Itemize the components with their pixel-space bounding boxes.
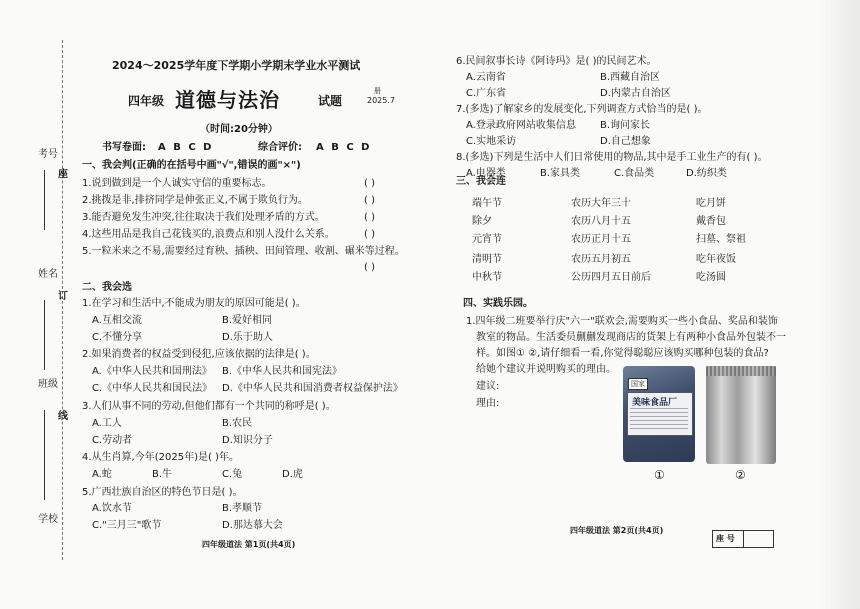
q8-option-b[interactable]: B.家具类 [540, 168, 581, 179]
image-number-2: ② [735, 468, 746, 482]
choice-q4: 4.从生肖算,今年(2025年)是( )年。 [82, 452, 239, 463]
writing-grades: A B C D [158, 142, 214, 153]
page-edge-shadow [818, 0, 860, 609]
q5-option-d[interactable]: D.那达慕大会 [222, 520, 283, 531]
grade-label: 四年级 [128, 94, 165, 108]
subject-title: 道德与法治 [175, 88, 280, 112]
q3-option-d[interactable]: D.知识分子 [222, 435, 273, 446]
title-suffix: 试题 [318, 94, 343, 108]
package-brand-text: 美味食品厂 [632, 398, 678, 408]
judge-bracket-4[interactable]: ( ) [364, 229, 375, 240]
q1-option-b[interactable]: B.爱好相同 [222, 315, 273, 326]
q8-option-a[interactable]: A.电器类 [466, 168, 506, 179]
q1-option-d[interactable]: D.乐于助人 [222, 332, 273, 343]
section2-heading: 二、我会选 [82, 282, 132, 293]
judge-item-4: 4.这些用品是我自己花钱买的,浪费点和别人没什么关系。 [82, 229, 335, 240]
seat-box-divider [743, 530, 744, 548]
festival-date-2[interactable]: 农历八月十五 [571, 216, 631, 227]
festival-date-3[interactable]: 农历正月十五 [571, 234, 631, 245]
q4-option-b[interactable]: B.牛 [152, 469, 173, 480]
practice-text-line-1: 1.四年级二班要举行庆"六一"联欢会,需要购买一些小食品、奖品和装饰 [466, 316, 778, 327]
q3-option-c[interactable]: C.劳动者 [92, 435, 133, 446]
margin-zuo: 座 [58, 169, 68, 180]
q6-option-c[interactable]: C.广东省 [466, 88, 507, 99]
q1-option-a[interactable]: A.互相交流 [92, 315, 142, 326]
q7-option-b[interactable]: B.询问家长 [600, 120, 651, 131]
margin-xian: 线 [58, 411, 68, 422]
q7-option-c[interactable]: C.实地采访 [466, 136, 517, 147]
margin-kaohao: 考号 [38, 149, 58, 160]
festival-custom-3[interactable]: 扫墓、祭祖 [696, 234, 746, 245]
q8-option-c[interactable]: C.食品类 [614, 168, 655, 179]
q3-option-b[interactable]: B.农民 [222, 418, 253, 429]
practice-text-line-3: 样。如图① ②,请仔细看一看,你觉得聪聪应该购买哪种包装的食品? [476, 348, 769, 359]
plain-foil-package-image [706, 366, 776, 464]
q3-option-a[interactable]: A.工人 [92, 418, 122, 429]
margin-xuexiao: 学校 [38, 514, 58, 525]
date-mark: 册 [374, 87, 381, 95]
festival-date-4[interactable]: 农历五月初五 [571, 254, 631, 265]
suggestion-label: 建议: [476, 381, 500, 392]
q2-option-b[interactable]: B.《中华人民共和国宪法》 [222, 366, 343, 377]
overall-grades: A B C D [316, 142, 372, 153]
time-limit: （时间:20分钟） [200, 124, 278, 135]
judge-item-1: 1.说到做到是一个人诚实守信的重要标志。 [82, 178, 272, 189]
choice-q7: 7.(多选)了解家乡的发展变化,下列调查方式恰当的是( )。 [456, 104, 708, 115]
seat-label: 座 号 [716, 534, 735, 543]
judge-item-5: 5.一粒米来之不易,需要经过育秧、插秧、田间管理、收割、碾米等过程。 [82, 246, 405, 257]
festival-custom-5[interactable]: 吃汤圆 [696, 272, 726, 283]
q5-option-b[interactable]: B.孝顺节 [222, 503, 263, 514]
overall-label: 综合评价: [258, 142, 302, 153]
margin-blank-2 [44, 300, 45, 370]
section4-heading: 四、实践乐园。 [463, 298, 533, 309]
package-logo: 国家 [628, 378, 648, 390]
choice-q8: 8.(多选)下列是生活中人们日常使用的物品,其中是手工业生产的有( )。 [456, 152, 768, 163]
choice-q1: 1.在学习和生活中,不能成为朋友的原因可能是( )。 [82, 298, 306, 309]
section1-heading: 一、我会判(正确的在括号中画"√",错误的画"×") [82, 160, 301, 171]
choice-q6: 6.民间叙事长诗《阿诗玛》是( )的民间艺术。 [456, 56, 657, 67]
q6-option-a[interactable]: A.云南省 [466, 72, 506, 83]
writing-label: 书写卷面: [102, 142, 146, 153]
festival-1[interactable]: 端午节 [472, 198, 502, 209]
margin-blank-1 [44, 170, 45, 230]
festival-2[interactable]: 除夕 [472, 216, 492, 227]
q2-option-d[interactable]: D.《中华人民共和国消费者权益保护法》 [222, 383, 403, 394]
judge-item-3: 3.能否避免发生冲突,往往取决于我们处理矛盾的方式。 [82, 212, 325, 223]
margin-blank-3 [44, 410, 45, 500]
judge-bracket-3[interactable]: ( ) [364, 212, 375, 223]
q7-option-a[interactable]: A.登录政府网站收集信息 [466, 120, 576, 131]
judge-bracket-2[interactable]: ( ) [364, 195, 375, 206]
festival-custom-4[interactable]: 吃年夜饭 [696, 254, 736, 265]
q2-option-a[interactable]: A.《中华人民共和国刑法》 [92, 366, 212, 377]
q4-option-d[interactable]: D.虎 [282, 469, 303, 480]
choice-q2: 2.如果消费者的权益受到侵犯,应该依据的法律是( )。 [82, 349, 316, 360]
section3-heading: 三、我会连 [456, 176, 506, 187]
festival-3[interactable]: 元宵节 [472, 234, 502, 245]
q7-option-d[interactable]: D.自己想象 [600, 136, 651, 147]
margin-banji: 班级 [38, 379, 58, 390]
exam-date: 2025.7 [367, 96, 395, 105]
footer-right: 四年级道法 第2页(共4页) [570, 526, 664, 535]
q1-option-c[interactable]: C.不懂分享 [92, 332, 143, 343]
reason-label: 理由: [476, 398, 500, 409]
margin-ding: 订 [58, 291, 68, 302]
choice-q3: 3.人们从事不同的劳动,但他们都有一个共同的称呼是( )。 [82, 401, 336, 412]
judge-bracket-5[interactable]: ( ) [364, 262, 375, 273]
q4-option-a[interactable]: A.蛇 [92, 469, 112, 480]
exam-title: 2024～2025学年度下学期小学期末学业水平测试 [112, 59, 361, 72]
q6-option-b[interactable]: B.西藏自治区 [600, 72, 661, 83]
festival-custom-2[interactable]: 戴香包 [696, 216, 726, 227]
footer-left: 四年级道法 第1页(共4页) [202, 540, 296, 549]
festival-4[interactable]: 清明节 [472, 254, 502, 265]
festival-date-5[interactable]: 公历四月五日前后 [571, 272, 651, 283]
practice-text-line-2: 教室的物品。生活委员蒯蒯发现商店的货架上有两种小食品外包装不一 [476, 332, 786, 343]
q5-option-c[interactable]: C."三月三"歌节 [92, 520, 162, 531]
q8-option-d[interactable]: D.纺织类 [686, 168, 727, 179]
judge-bracket-1[interactable]: ( ) [364, 178, 375, 189]
choice-q5: 5.广西壮族自治区的特色节日是( )。 [82, 487, 243, 498]
judge-item-2: 2.挑拨是非,排挤同学是伸张正义,不属于欺负行为。 [82, 195, 308, 206]
margin-xingming: 姓名 [38, 269, 58, 280]
festival-5[interactable]: 中秋节 [472, 272, 502, 283]
image-number-1: ① [654, 468, 665, 482]
package-info-lines [630, 408, 688, 432]
q4-option-c[interactable]: C.兔 [222, 469, 243, 480]
practice-text-line-4: 给她个建议并说明购买的理由。 [476, 364, 616, 375]
festival-custom-1[interactable]: 吃月饼 [696, 198, 726, 209]
foil-package-seal [706, 366, 776, 376]
q6-option-d[interactable]: D.内蒙古自治区 [600, 88, 671, 99]
q5-option-a[interactable]: A.饮水节 [92, 503, 132, 514]
q2-option-c[interactable]: C.《中华人民共和国民法》 [92, 383, 213, 394]
festival-date-1[interactable]: 农历大年三十 [571, 198, 631, 209]
